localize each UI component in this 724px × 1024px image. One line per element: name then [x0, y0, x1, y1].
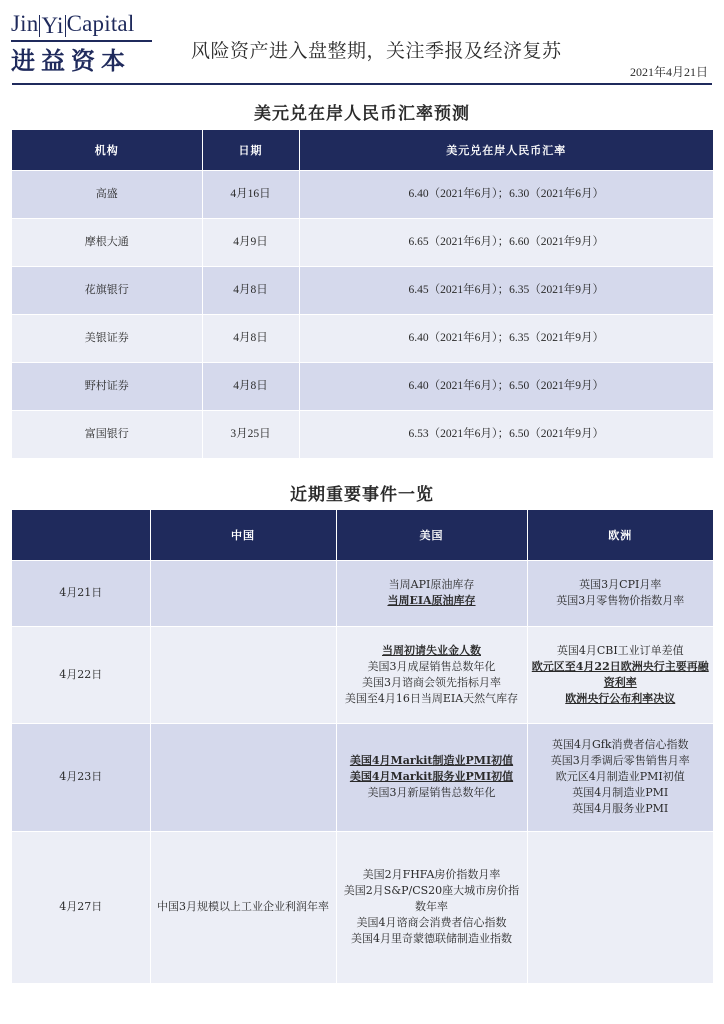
event-item: 美国2月FHFA房价指数月率 — [362, 868, 501, 882]
events-header-us: 美国 — [336, 510, 527, 560]
fx-header-date: 日期 — [202, 130, 299, 170]
event-item: 英国4月服务业PMI — [572, 802, 669, 815]
fx-cell-institution: 花旗银行 — [12, 266, 202, 314]
event-item: 欧元区至4月22日欧洲央行主要再融资利率 — [531, 659, 709, 689]
events-cell-date: 4月27日 — [12, 831, 150, 983]
fx-cell-date: 4月8日 — [202, 362, 299, 410]
fx-cell-date: 4月9日 — [202, 218, 299, 266]
event-item: 美国3月成屋销售总数年化 — [367, 659, 496, 673]
events-section-title: 近期重要事件一览 — [290, 485, 434, 505]
event-item: 美国4月谘商会消费者信心指数 — [356, 916, 507, 930]
events-cell-date: 4月22日 — [12, 626, 150, 723]
events-table-row — [12, 626, 713, 723]
fx-table-row — [12, 362, 713, 410]
fx-cell-institution: 美银证券 — [12, 314, 202, 362]
event-item: 英国3月零售物价指数月率 — [556, 594, 685, 607]
events-header-china: 中国 — [150, 510, 336, 560]
events-cell-us — [336, 723, 527, 831]
fx-cell-date: 4月8日 — [202, 314, 299, 362]
fx-table-row — [12, 314, 713, 362]
event-item: 英国3月CPI月率 — [579, 578, 662, 591]
fx-cell-rate: 6.40（2021年6月）；6.50（2021年9月） — [299, 362, 713, 410]
report-headline: 风险资产进入盘整期，关注季报及经济复苏 — [191, 40, 562, 62]
events-cell-us — [336, 626, 527, 723]
events-cell-europe — [527, 626, 713, 723]
events-cell-china — [150, 560, 336, 626]
events-cell-china — [150, 831, 336, 983]
report-date: 2021年4月21日 — [629, 65, 708, 79]
event-item: 英国4月CBI工业订单差值 — [556, 643, 684, 657]
logo-text-capital: Capital — [66, 11, 135, 36]
fx-cell-date: 3月25日 — [202, 410, 299, 458]
events-cell-us — [336, 831, 527, 983]
fx-table-row — [12, 170, 713, 218]
events-table — [12, 510, 713, 983]
event-item: 美国4月里奇蒙德联储制造业指数 — [351, 932, 512, 946]
event-item: 美国2月S&P/CS20座大城市房价指数年率 — [343, 884, 520, 914]
events-table-header-row — [12, 510, 713, 560]
fx-header-rate: 美元兑在岸人民币汇率 — [299, 130, 713, 170]
fx-cell-date: 4月8日 — [202, 266, 299, 314]
event-item: 当周API原油库存 — [388, 578, 475, 591]
events-cell-date: 4月21日 — [12, 560, 150, 626]
fx-section-title: 美元兑在岸人民币汇率预测 — [254, 104, 470, 124]
fx-forecast-table — [12, 130, 713, 458]
events-table-row — [12, 560, 713, 626]
event-item: 中国3月规模以上工业企业利润年率 — [157, 900, 329, 914]
events-header-date — [12, 510, 150, 560]
event-item: 美国4月Markit服务业PMI初值 — [349, 770, 514, 783]
fx-cell-rate: 6.53（2021年6月）；6.50（2021年9月） — [299, 410, 713, 458]
fx-header-institution: 机构 — [12, 130, 202, 170]
events-cell-europe — [527, 831, 713, 983]
event-item: 欧洲央行公布利率决议 — [565, 691, 676, 705]
fx-cell-rate: 6.40（2021年6月）；6.30（2021年6月） — [299, 170, 713, 218]
event-item: 美国3月新屋销售总数年化 — [367, 786, 496, 799]
fx-cell-institution: 野村证券 — [12, 362, 202, 410]
event-item: 欧元区4月制造业PMI初值 — [555, 770, 685, 783]
events-table-row — [12, 723, 713, 831]
fx-cell-rate: 6.45（2021年6月）；6.35（2021年9月） — [299, 266, 713, 314]
events-cell-us — [336, 560, 527, 626]
header-divider — [12, 83, 712, 85]
events-cell-europe — [527, 723, 713, 831]
fx-cell-rate: 6.65（2021年6月）；6.60（2021年9月） — [299, 218, 713, 266]
logo-text-jin: Jin — [11, 11, 39, 36]
fx-cell-institution: 高盛 — [12, 170, 202, 218]
fx-cell-institution: 摩根大通 — [12, 218, 202, 266]
logo-wordmark-en — [11, 11, 152, 37]
fx-cell-institution: 富国银行 — [12, 410, 202, 458]
events-header-europe: 欧洲 — [527, 510, 713, 560]
event-item: 当周EIA原油库存 — [387, 594, 476, 607]
event-item: 英国4月Gfk消费者信心指数 — [551, 738, 689, 751]
event-item: 当周初请失业金人数 — [382, 643, 481, 657]
event-item: 英国4月制造业PMI — [572, 786, 669, 799]
fx-cell-date: 4月16日 — [202, 170, 299, 218]
event-item: 美国4月Markit制造业PMI初值 — [349, 754, 514, 767]
fx-table-header-row — [12, 130, 713, 170]
events-cell-china — [150, 723, 336, 831]
fx-table-row — [12, 410, 713, 458]
logo-divider — [11, 40, 152, 42]
events-cell-china — [150, 626, 336, 723]
events-cell-europe — [527, 560, 713, 626]
fx-table-row — [12, 266, 713, 314]
events-cell-date: 4月23日 — [12, 723, 150, 831]
logo — [11, 11, 152, 76]
event-item: 美国3月谘商会领先指标月率 — [362, 675, 501, 689]
logo-text-yi: Yi — [41, 13, 64, 38]
event-item: 英国3月季调后零售销售月率 — [550, 754, 690, 767]
events-table-row — [12, 831, 713, 983]
event-item: 美国至4月16日当周EIA天然气库存 — [344, 691, 519, 705]
logo-wordmark-cn: 进益资本 — [11, 47, 131, 75]
fx-cell-rate: 6.40（2021年6月）；6.35（2021年9月） — [299, 314, 713, 362]
fx-table-row — [12, 218, 713, 266]
